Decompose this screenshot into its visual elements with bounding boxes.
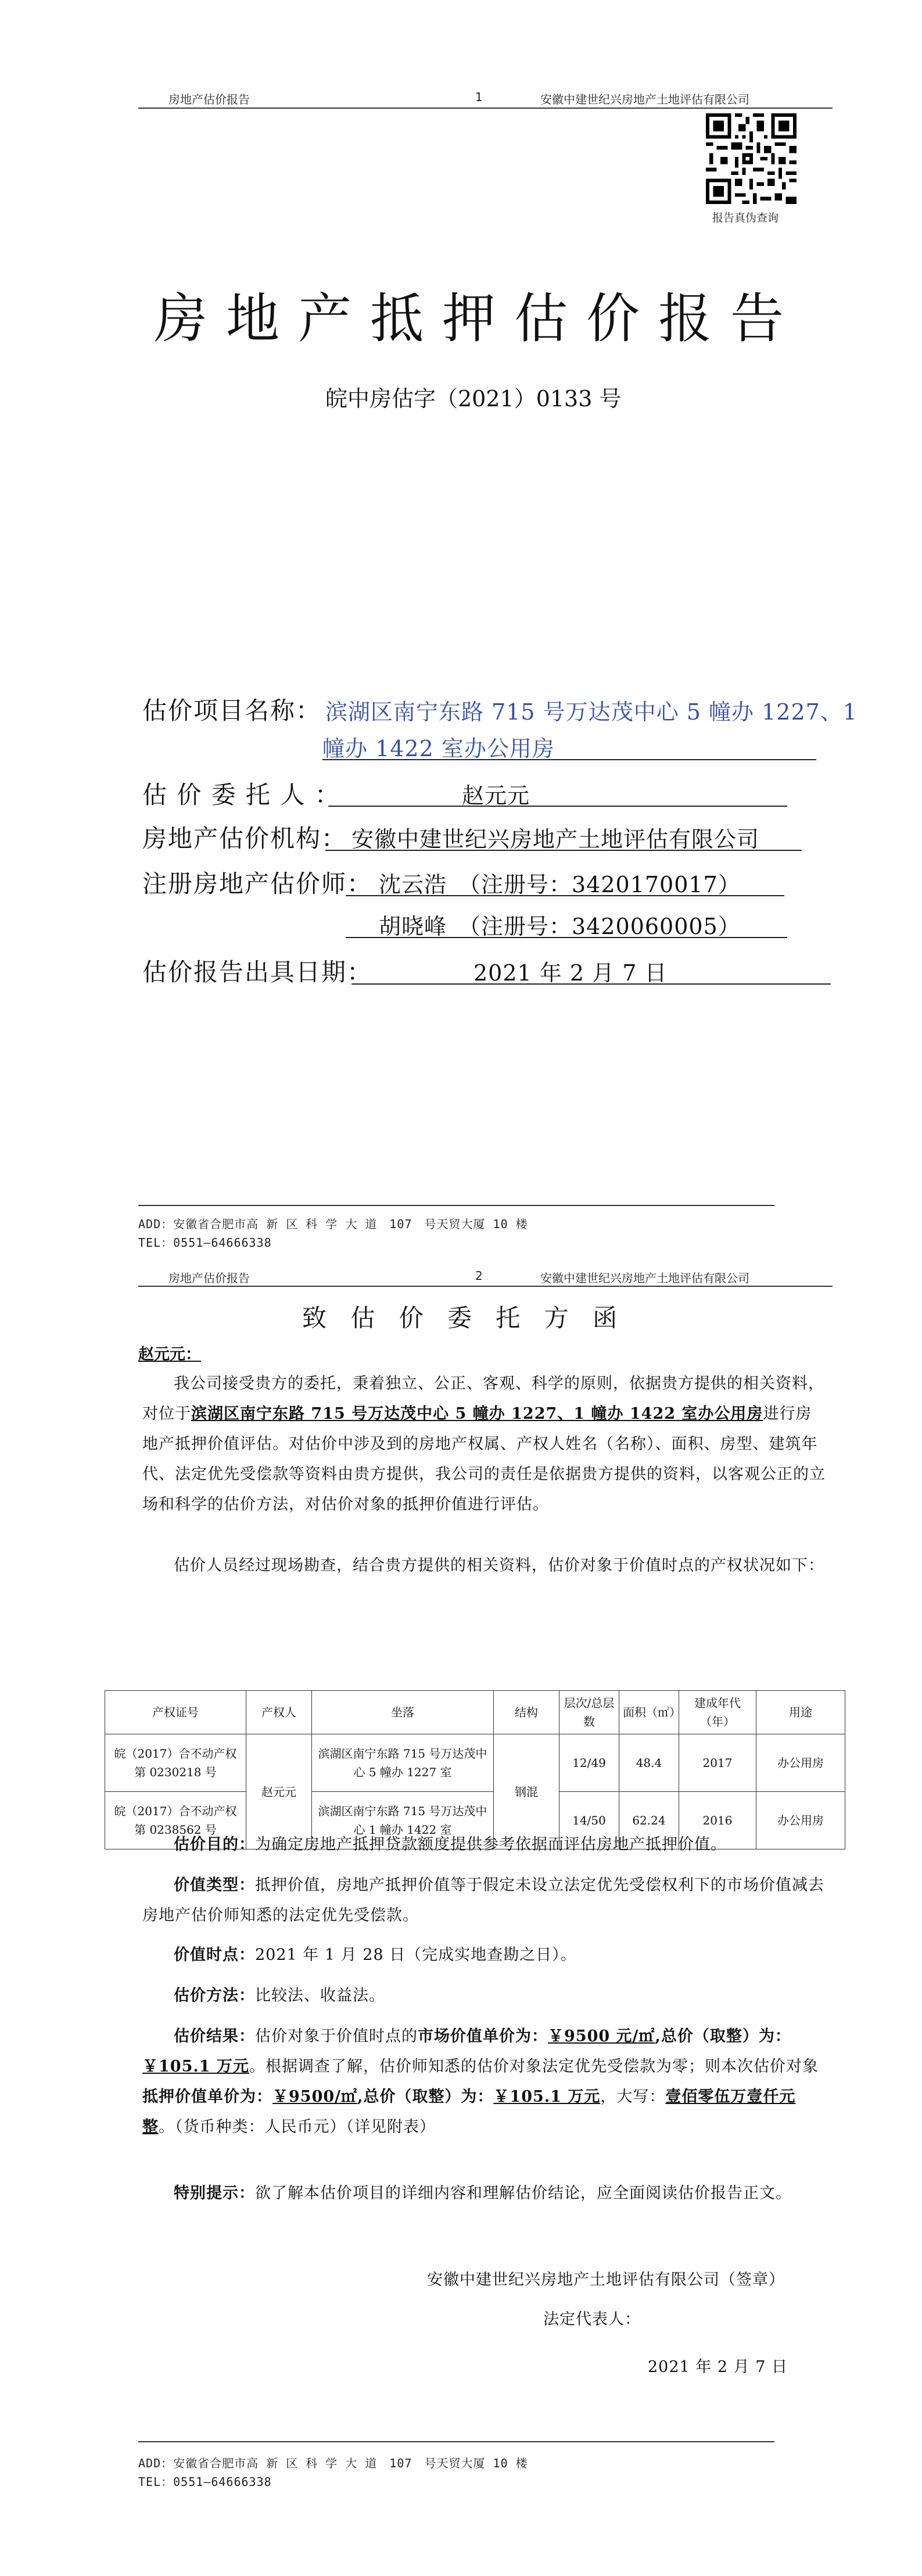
value-time-paragraph xyxy=(142,1940,828,1970)
project-underline xyxy=(322,759,816,760)
cell-floor: 12/49 xyxy=(559,1734,619,1792)
th-floor: 层次/总层数 xyxy=(559,1691,619,1734)
property-rights-table xyxy=(105,1690,845,1849)
result-text-4: 。（货币种类：人民币元）（详见附表） xyxy=(159,2118,436,2136)
cell-use: 办公用房 xyxy=(756,1792,845,1849)
cell-area: 62.24 xyxy=(619,1792,679,1849)
client-label: 估 价 委 托 人 ： xyxy=(142,781,340,809)
th-structure: 结构 xyxy=(494,1691,559,1734)
method-label: 估价方法： xyxy=(174,1987,255,2005)
result-mortgage-total: ￥105.1 万元 xyxy=(493,2088,601,2106)
page1-footer-phone: TEL：0551—64666338 xyxy=(138,1236,272,1250)
page1-footer-address: ADD：安徽省合肥市高 新 区 科 学 大 道 107 号天贸大厦 10 楼 xyxy=(138,1217,528,1231)
agency-label: 房地产估价机构： xyxy=(142,824,347,853)
letter-paragraph-1 xyxy=(142,1369,828,1520)
cell-cert: 皖（2017）合不动产权第 0230218 号 xyxy=(105,1734,246,1792)
signature-company: 安徽中建世纪兴房地产土地评估有限公司（签章） xyxy=(427,2271,785,2289)
value-type-label: 价值类型： xyxy=(174,1876,255,1894)
para1-property-address: 滨湖区南宁东路 715 号万达茂中心 5 幢办 1227、1 幢办 1422 室办公用房 xyxy=(191,1405,763,1423)
notice-text: 欲了解本估价项目的详细内容和理解估价结论，应全面阅读估价报告正文。 xyxy=(255,2184,792,2202)
table-header-row xyxy=(105,1691,845,1734)
method-paragraph xyxy=(142,1981,828,2011)
cell-location: 滨湖区南宁东路 715 号万达茂中心 5 幢办 1227 室 xyxy=(312,1734,494,1792)
date-label: 估价报告出具日期： xyxy=(142,958,373,986)
qr-code-icon[interactable] xyxy=(706,113,797,204)
letter-salutation: 赵元元： xyxy=(138,1346,201,1364)
client-underline xyxy=(328,806,787,807)
result-text-3: ，大写： xyxy=(600,2088,666,2106)
value-time-text: 2021 年 1 月 28 日（完成实地查勘之日）。 xyxy=(255,1946,577,1964)
result-market-total-label: ,总价（取整）为： xyxy=(655,2027,791,2045)
result-mortgage-total-label: ,总价（取整）为： xyxy=(357,2088,494,2106)
notice-paragraph xyxy=(142,2178,828,2209)
value-type-paragraph xyxy=(142,1870,828,1931)
qr-caption: 报告真伪查询 xyxy=(712,212,779,224)
result-paragraph xyxy=(142,2022,828,2142)
page1-header-rule xyxy=(138,108,833,109)
table-row xyxy=(105,1734,845,1792)
page2-footer-address: ADD：安徽省合肥市高 新 区 科 学 大 道 107 号天贸大厦 10 楼 xyxy=(138,2456,528,2470)
page1-header-left: 房地产估价报告 xyxy=(168,92,250,106)
purpose-text: 为确定房地产抵押贷款额度提供参考依据而评估房地产抵押价值。 xyxy=(255,1836,727,1854)
value-time-label: 价值时点： xyxy=(174,1946,255,1964)
appraiser-2-value: 胡晓峰 （注册号：3420060005） xyxy=(379,914,741,939)
th-use: 用途 xyxy=(756,1691,845,1734)
cell-floor: 14/50 xyxy=(559,1792,619,1849)
letter-paragraph-2: 估价人员经过现场勘查，结合贵方提供的相关资料，估价对象于价值时点的产权状况如下： xyxy=(174,1557,824,1575)
date-underline xyxy=(351,983,831,985)
th-cert: 产权证号 xyxy=(105,1691,246,1734)
page1-header-number: 1 xyxy=(475,90,483,104)
cell-cert: 皖（2017）合不动产权第 0238562 号 xyxy=(105,1792,246,1849)
purpose-paragraph xyxy=(142,1830,828,1860)
th-location: 坐落 xyxy=(312,1691,494,1734)
result-text-2: 。根据调查了解，估价师知悉的估价对象法定优先受偿款为零；则本次估价对象 xyxy=(249,2058,819,2076)
page2-footer-phone: TEL：0551—64666338 xyxy=(138,2475,272,2489)
project-label: 估价项目名称： xyxy=(142,696,322,725)
report-doc-number: 皖中房估字（2021）0133 号 xyxy=(325,386,622,412)
page1-header-right: 安徽中建世纪兴房地产土地评估有限公司 xyxy=(540,92,749,106)
cell-location: 滨湖区南宁东路 715 号万达茂中心 1 幢办 1422 室 xyxy=(312,1792,494,1849)
result-label: 估价结果： xyxy=(174,2027,255,2045)
value-type-text: 抵押价值，房地产抵押价值等于假定未设立法定优先受偿权利下的市场价值减去房地产估价师知悉的法定优先受偿款。 xyxy=(142,1876,824,1924)
method-text: 比较法、收益法。 xyxy=(255,1987,385,2005)
page2-header-number: 2 xyxy=(475,1269,483,1283)
project-value-line1: 滨湖区南宁东路 715 号万达茂中心 5 幢办 1227、1 xyxy=(325,699,858,725)
result-market-unit-label: 市场价值单价为： xyxy=(418,2027,548,2045)
cell-year: 2016 xyxy=(679,1792,756,1849)
th-year: 建成年代（年） xyxy=(679,1691,756,1734)
result-market-unit-price: ￥9500 元/㎡ xyxy=(548,2027,655,2045)
client-value: 赵元元 xyxy=(462,783,530,808)
result-mortgage-unit-price: ￥9500/㎡ xyxy=(272,2088,358,2106)
cell-area: 48.4 xyxy=(619,1734,679,1792)
cell-structure: 钢混 xyxy=(494,1734,559,1849)
agency-value: 安徽中建世纪兴房地产土地评估有限公司 xyxy=(351,827,760,852)
cell-owner: 赵元元 xyxy=(246,1734,312,1849)
page2-header-rule xyxy=(138,1286,833,1287)
th-area: 面积（㎡） xyxy=(619,1691,679,1734)
date-value: 2021 年 2 月 7 日 xyxy=(473,960,668,986)
project-value-line2: 幢办 1422 室办公用房 xyxy=(322,736,555,761)
th-owner: 产权人 xyxy=(246,1691,312,1734)
letter-title: 致 估 价 委 托 方 函 xyxy=(302,1304,626,1332)
notice-label: 特别提示： xyxy=(174,2184,255,2202)
result-mortgage-unit-label: 抵押价值单价为： xyxy=(142,2088,272,2106)
appraiser-1-underline xyxy=(346,895,784,896)
report-title: 房地产抵押估价报告 xyxy=(154,288,803,350)
signature-date: 2021 年 2 月 7 日 xyxy=(648,2358,788,2376)
result-market-total: ￥105.1 万元 xyxy=(142,2058,249,2076)
purpose-label: 估价目的： xyxy=(174,1836,255,1854)
cell-use: 办公用房 xyxy=(756,1734,845,1792)
para1-body: 进行房地产抵押价值评估。对估价中涉及到的房地产权属、产权人姓名（名称）、面积、房型、建筑年代、法定优先受偿款等资料由贵方提供，我公司的责任是依据贵方提供的资料，以客观公正的立场和科学的估价方法，对估价对象的抵押价值进行评估。 xyxy=(142,1405,826,1514)
agency-underline xyxy=(325,850,802,851)
appraiser-2-underline xyxy=(346,937,787,938)
cell-year: 2017 xyxy=(679,1734,756,1792)
appraiser-label: 注册房地产估价师： xyxy=(142,870,373,898)
para1-intro: 我公司接受贵方的委托，秉着独立、公正、客观、科学的原则，依据贵方提供的相关资料，对位于 xyxy=(142,1375,824,1423)
signature-representative: 法定代表人： xyxy=(543,2310,641,2328)
page1-footer-rule xyxy=(138,1205,774,1206)
page2-header-right: 安徽中建世纪兴房地产土地评估有限公司 xyxy=(540,1271,749,1285)
page2-footer-rule xyxy=(138,2441,774,2442)
result-amount-in-words: 壹佰零伍万壹仟元整 xyxy=(142,2088,796,2136)
appraiser-1-value: 沈云浩 （注册号：3420170017） xyxy=(379,872,741,897)
result-text-1: 估价对象于价值时点的 xyxy=(255,2027,418,2045)
page2-header-left: 房地产估价报告 xyxy=(168,1271,250,1285)
